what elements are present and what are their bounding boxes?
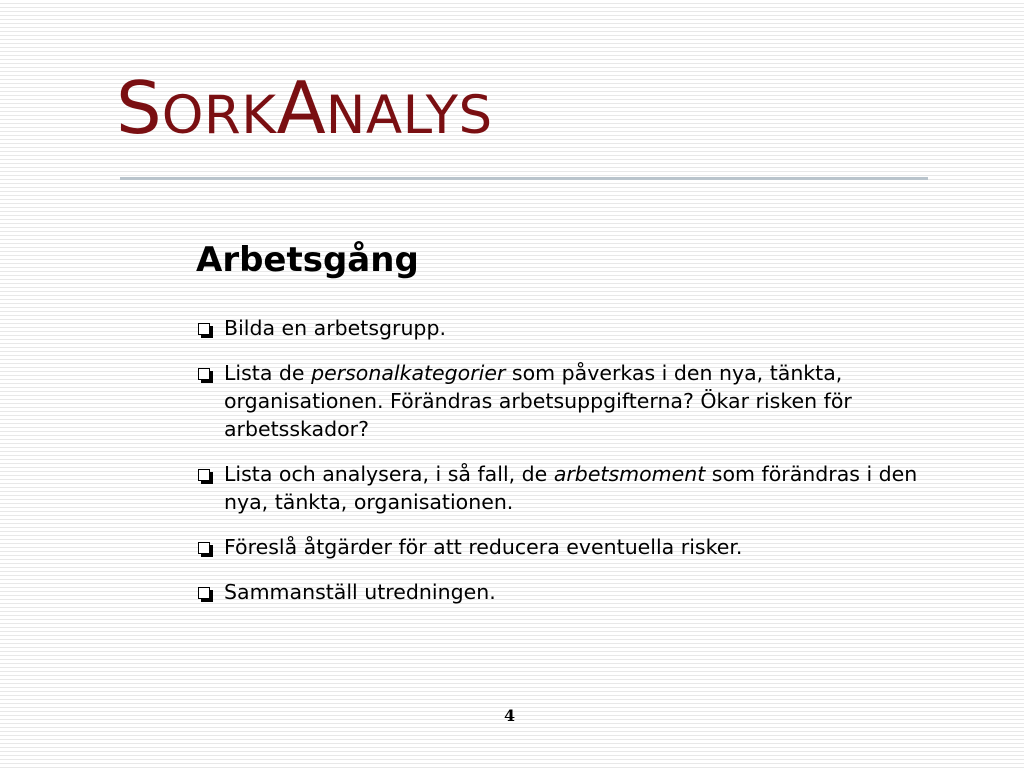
bullet-item [198, 460, 938, 516]
bullet-text-segment: Lista de [224, 361, 312, 385]
bullet-text: Sammanställ utredningen. [224, 580, 496, 604]
square-bullet-icon [198, 469, 210, 481]
title-initial-s: S [116, 66, 162, 150]
square-bullet-icon [198, 587, 210, 599]
page-number: 4 [504, 706, 516, 725]
title-divider [120, 177, 928, 180]
bullet-list [198, 314, 938, 623]
square-bullet-icon [198, 368, 210, 380]
square-bullet-icon [198, 323, 210, 335]
title-rest-nalys: NALYS [325, 85, 493, 146]
bullet-item [198, 533, 938, 561]
bullet-text-segment: som förändras i den nya, tänkta, organisationen. [224, 462, 918, 514]
bullet-item [198, 578, 938, 606]
bullet-text-segment: Lista och analysera, i så fall, de [224, 462, 554, 486]
bullet-text: Föreslå åtgärder för att reducera eventuella risker. [224, 535, 743, 559]
section-heading: Arbetsgång [196, 240, 419, 280]
bullet-text [224, 462, 917, 514]
bullet-item [198, 359, 938, 443]
square-bullet-icon [198, 542, 210, 554]
bullet-text: Bilda en arbetsgrupp. [224, 316, 446, 340]
bullet-text-segment: som påverkas i den nya, tänkta, organisationen. Förändras arbetsuppgifterna? Ökar risken för arbetsskador? [224, 361, 852, 441]
title-initial-a: A [276, 66, 326, 150]
bullet-text-emphasis: arbetsmoment [553, 462, 706, 486]
bullet-item [198, 314, 938, 342]
bullet-text-emphasis: personalkategorier [311, 361, 506, 385]
title-rest-ork: ORK [161, 85, 277, 146]
slide-title [116, 66, 493, 150]
bullet-text [224, 361, 852, 441]
